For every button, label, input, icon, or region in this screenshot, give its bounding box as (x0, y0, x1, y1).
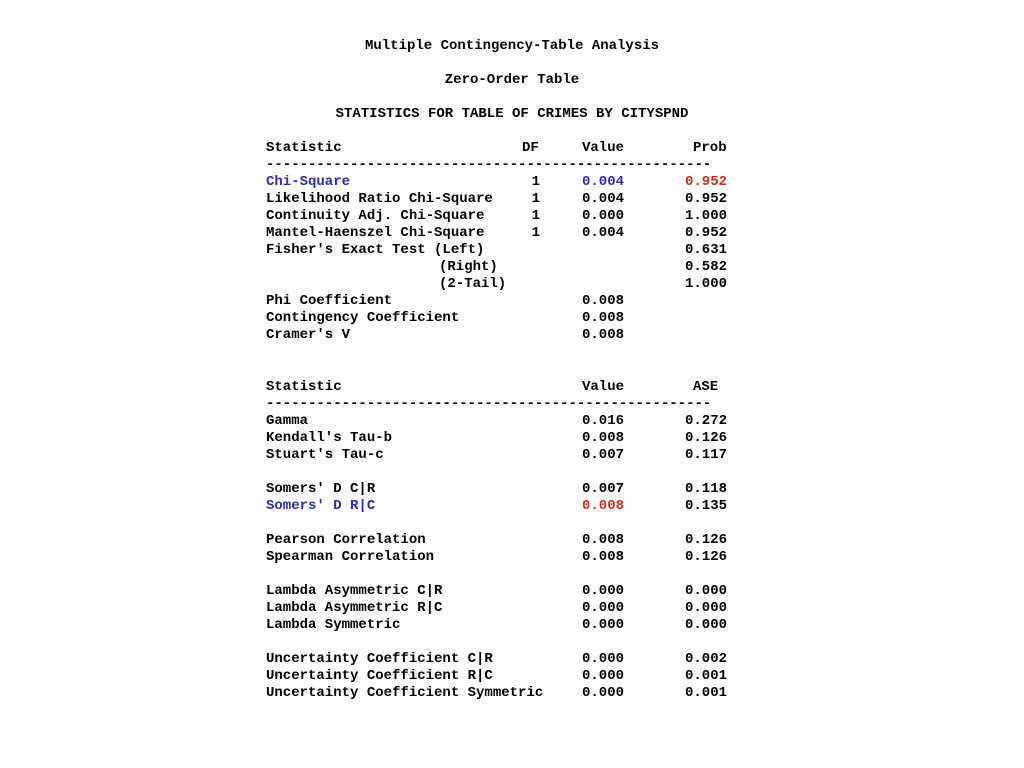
stat-label: Continuity Adj. Chi-Square (266, 208, 485, 224)
stat-label: (2-Tail) (439, 276, 507, 292)
measure-ase: 0.126 (684, 549, 727, 565)
stat-label: Likelihood Ratio Chi-Square (266, 191, 493, 207)
stat-value: 0.008 (581, 310, 624, 326)
stat-value: 0.008 (581, 327, 624, 343)
measure-label: Uncertainty Coefficient C|R (266, 651, 493, 667)
measure-label: Pearson Correlation (266, 532, 426, 548)
measure-ase: 0.117 (684, 447, 727, 463)
stat-prob: 1.000 (684, 208, 727, 224)
measure-ase: 0.000 (684, 600, 727, 616)
header-value: Value (582, 140, 625, 156)
report-subtitle: Zero-Order Table (444, 72, 580, 88)
measure-label: Lambda Asymmetric R|C (266, 600, 443, 616)
measure-value: 0.008 (581, 430, 624, 446)
measure-ase: 0.272 (684, 413, 727, 429)
stat-label: Phi Coefficient (266, 293, 393, 309)
header-value: Value (582, 379, 625, 395)
measure-ase: 0.002 (684, 651, 727, 667)
measure-value: 0.008 (581, 549, 624, 565)
measure-ase: 0.001 (684, 668, 727, 684)
stat-label: Contingency Coefficient (266, 310, 460, 326)
stat-label: (Right) (439, 259, 498, 275)
measure-label: Uncertainty Coefficient R|C (266, 668, 493, 684)
measure-value: 0.007 (581, 481, 624, 497)
stat-label: Chi-Square (266, 174, 351, 190)
stat-df: 1 (531, 174, 540, 190)
measure-ase: 0.001 (684, 685, 727, 701)
measure-label: Gamma (266, 413, 309, 429)
stat-value: 0.004 (581, 225, 624, 241)
measure-label: Somers' D C|R (266, 481, 376, 497)
header-prob: Prob (693, 140, 727, 156)
stat-prob: 0.952 (684, 225, 727, 241)
stat-df: 1 (531, 191, 540, 207)
measure-value: 0.000 (581, 651, 624, 667)
measure-ase: 0.126 (684, 532, 727, 548)
measure-value: 0.000 (581, 583, 624, 599)
stat-prob: 0.952 (684, 174, 727, 190)
stat-value: 0.004 (581, 174, 624, 190)
stat-value: 0.000 (581, 208, 624, 224)
measure-value: 0.016 (581, 413, 624, 429)
stat-value: 0.004 (581, 191, 624, 207)
measure-ase: 0.135 (684, 498, 727, 514)
measure-ase: 0.126 (684, 430, 727, 446)
stat-prob: 1.000 (684, 276, 727, 292)
measure-label: Kendall's Tau-b (266, 430, 393, 446)
header-statistic: Statistic (266, 140, 342, 156)
measure-value: 0.000 (581, 600, 624, 616)
header-statistic: Statistic (266, 379, 342, 395)
stat-label: Mantel-Haenszel Chi-Square (266, 225, 485, 241)
measure-ase: 0.118 (684, 481, 727, 497)
stat-prob: 0.631 (684, 242, 727, 258)
stat-label: Fisher's Exact Test (Left) (266, 242, 485, 258)
measure-ase: 0.000 (684, 583, 727, 599)
stat-df: 1 (531, 225, 540, 241)
stat-df: 1 (531, 208, 540, 224)
header-ase: ASE (693, 379, 719, 395)
table-title: STATISTICS FOR TABLE OF CRIMES BY CITYSPND (335, 106, 689, 122)
header-df: DF (522, 140, 539, 156)
measure-label: Stuart's Tau-c (266, 447, 384, 463)
measure-label: Lambda Asymmetric C|R (266, 583, 443, 599)
stat-prob: 0.582 (684, 259, 727, 275)
measure-label: Spearman Correlation (266, 549, 435, 565)
measure-label: Somers' D R|C (266, 498, 376, 514)
stat-label: Cramer's V (266, 327, 351, 343)
measure-label: Lambda Symmetric (266, 617, 401, 633)
stat-value: 0.008 (581, 293, 624, 309)
measure-value: 0.008 (581, 498, 624, 514)
measure-value: 0.000 (581, 617, 624, 633)
measure-value: 0.008 (581, 532, 624, 548)
header-rule: ----------------------------------------------------- (266, 396, 712, 412)
measure-label: Uncertainty Coefficient Symmetric (266, 685, 544, 701)
report-title: Multiple Contingency-Table Analysis (364, 38, 660, 54)
stat-prob: 0.952 (684, 191, 727, 207)
measure-value: 0.000 (581, 668, 624, 684)
header-rule: ----------------------------------------------------- (266, 157, 712, 173)
measure-value: 0.007 (581, 447, 624, 463)
measure-value: 0.000 (581, 685, 624, 701)
measure-ase: 0.000 (684, 617, 727, 633)
